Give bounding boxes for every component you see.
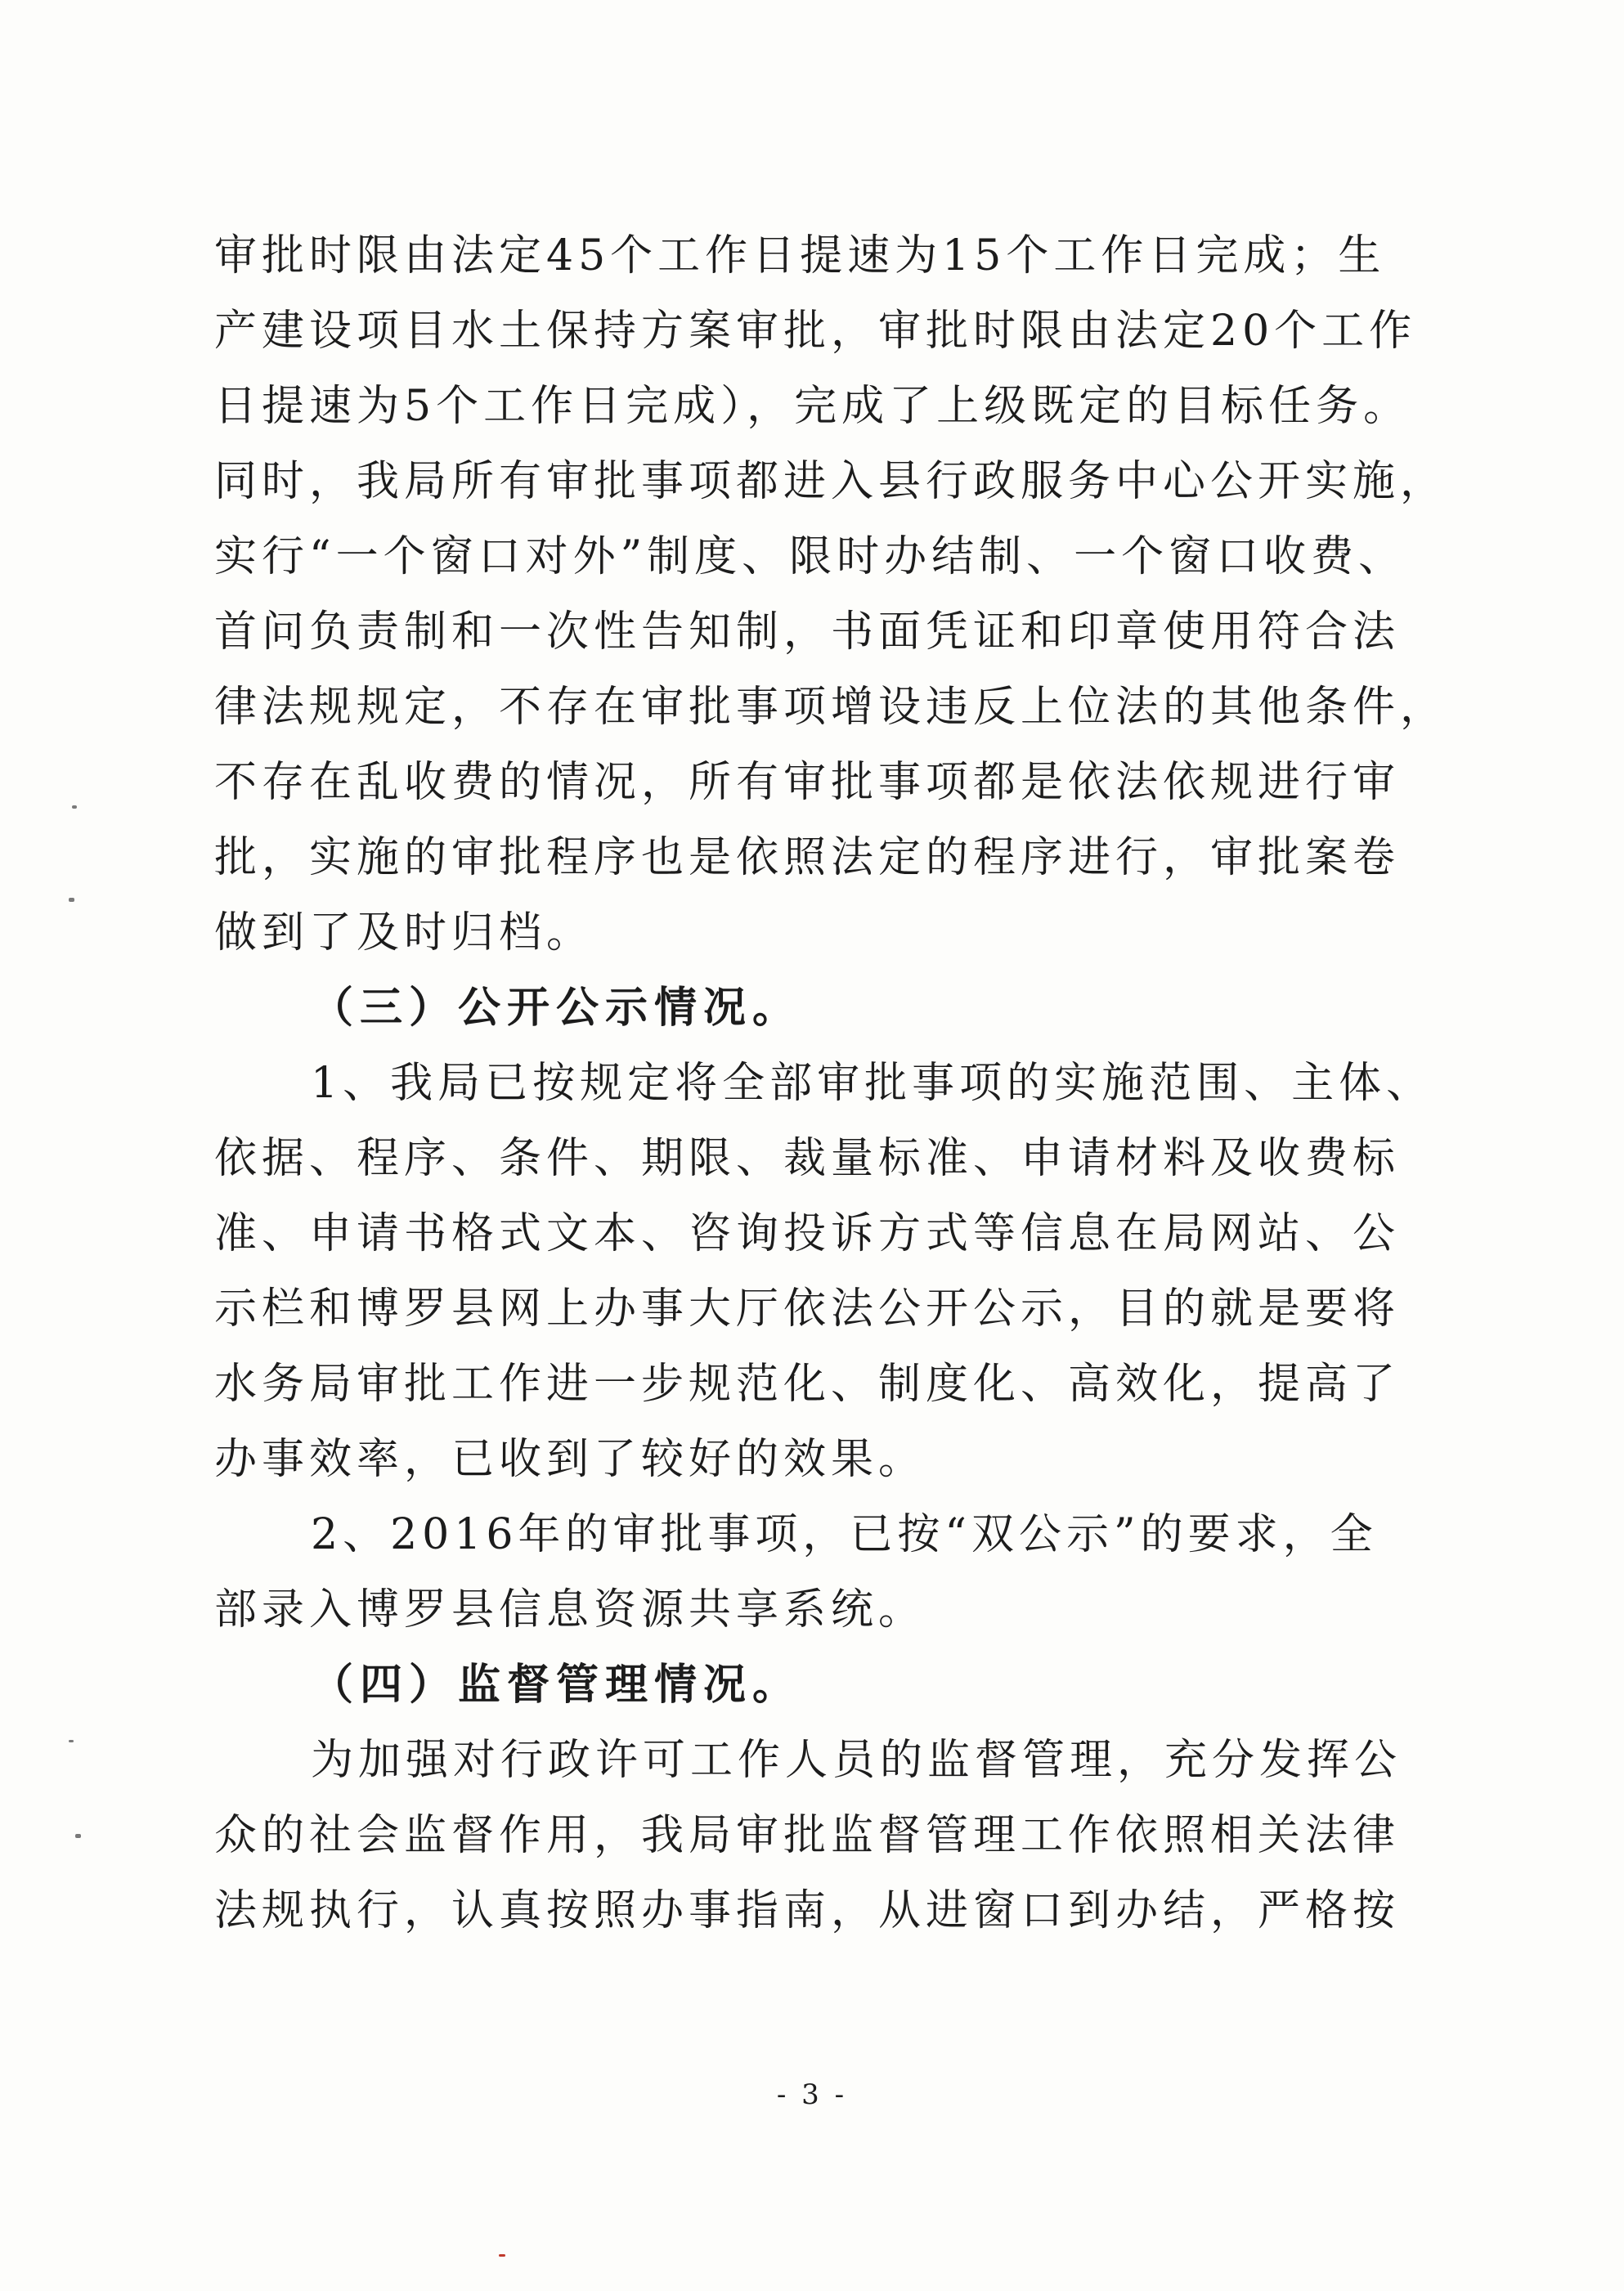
page-number: - 3 - [776,2078,848,2111]
section-heading-4: （四）监督管理情况。 [311,1660,802,1710]
body-line: 律法规规定，不存在审批事项增设违反上位法的其他条件， [214,683,1448,732]
scan-speck [69,1740,74,1742]
section-heading-3: （三）公开公示情况。 [311,983,802,1033]
body-line: 产建设项目水土保持方案审批，审批时限由法定20个工作 [214,307,1417,356]
paragraph-1-line: 示栏和博罗县网上办事大厅依法公开公示，目的就是要将 [214,1284,1401,1334]
paragraph-2-line: 部录入博罗县信息资源共享系统。 [214,1585,926,1634]
paragraph-3-line: 法规执行，认真按照办事指南，从进窗口到办结，严格按 [214,1886,1401,1935]
body-line: 日提速为5个工作日完成），完成了上级既定的目标任务。 [214,382,1411,431]
paragraph-1-line: 办事效率，已收到了较好的效果。 [214,1435,926,1484]
paragraph-3-line: 为加强对行政许可工作人员的监督管理，充分发挥公 [311,1736,1402,1785]
scan-speck [72,805,77,809]
scan-speck [69,898,74,902]
body-line: 不存在乱收费的情况，所有审批事项都是依法依规进行审 [214,758,1401,807]
body-line: 做到了及时归档。 [214,908,594,957]
body-line: 审批时限由法定45个工作日提速为15个工作日完成；生 [214,231,1386,280]
body-line: 同时，我局所有审批事项都进入县行政服务中心公开实施， [214,457,1448,506]
paragraph-1-line: 1、我局已按规定将全部审批事项的实施范围、主体、 [311,1059,1434,1108]
scan-speck [75,1834,81,1838]
paragraph-1-line: 依据、程序、条件、期限、裁量标准、申请材料及收费标 [214,1134,1401,1183]
body-line: 实行“一个窗口对外”制度、限时办结制、一个窗口收费、 [214,532,1406,581]
scan-speck [499,2254,505,2257]
paragraph-2-line: 2、2016年的审批事项，已按“双公示”的要求，全 [311,1510,1378,1559]
paragraph-1-line: 水务局审批工作进一步规范化、制度化、高效化，提高了 [214,1360,1401,1409]
paragraph-3-line: 众的社会监督作用，我局审批监督管理工作依照相关法律 [214,1811,1401,1860]
body-line: 批，实施的审批程序也是依照法定的程序进行，审批案卷 [214,833,1401,882]
paragraph-1-line: 准、申请书格式文本、咨询投诉方式等信息在局网站、公 [214,1209,1401,1258]
body-line: 首问负责制和一次性告知制，书面凭证和印章使用符合法 [214,607,1401,657]
